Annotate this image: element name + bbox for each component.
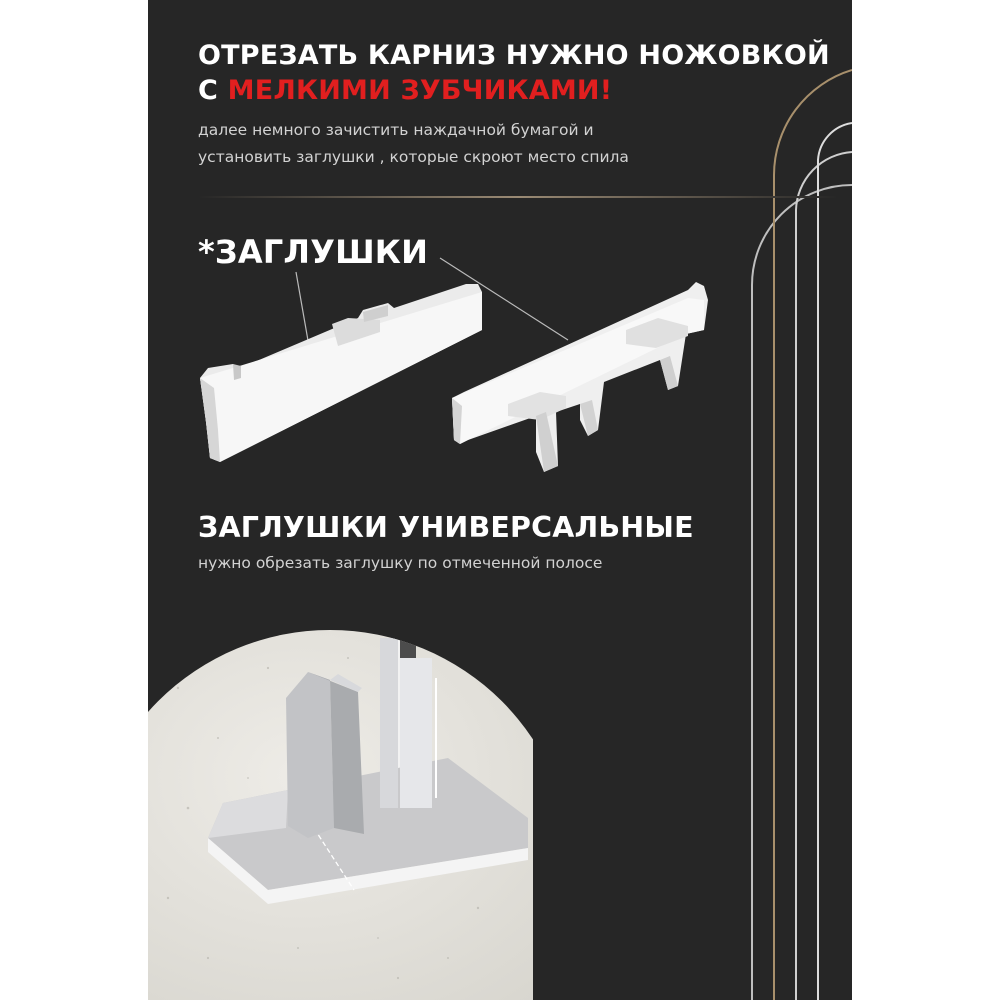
heading-line-1: ОТРЕЗАТЬ КАРНИЗ НУЖНО НОЖОВКОЙ xyxy=(198,40,830,71)
heading-accent: МЕЛКИМИ ЗУБЧИКАМИ! xyxy=(227,75,613,106)
universal-caps-title: ЗАГЛУШКИ УНИВЕРСАЛЬНЫЕ xyxy=(198,511,694,544)
cap-trimming-photo xyxy=(148,628,533,1000)
left-end-cap xyxy=(200,284,482,462)
heading-prefix: С xyxy=(198,75,228,106)
caps-label: *ЗАГЛУШКИ xyxy=(198,233,429,271)
product-info-card xyxy=(148,0,852,1000)
universal-caps-note: нужно обрезать заглушку по отмеченной полосе xyxy=(198,554,603,572)
description-line-1: далее немного зачистить наждачной бумагой и xyxy=(198,121,594,139)
divider xyxy=(198,196,838,198)
heading-line-2 xyxy=(198,75,612,106)
right-end-cap xyxy=(452,282,708,472)
description-line-2: установить заглушки , которые скроют место спила xyxy=(198,148,629,166)
end-caps-illustration xyxy=(148,220,852,480)
